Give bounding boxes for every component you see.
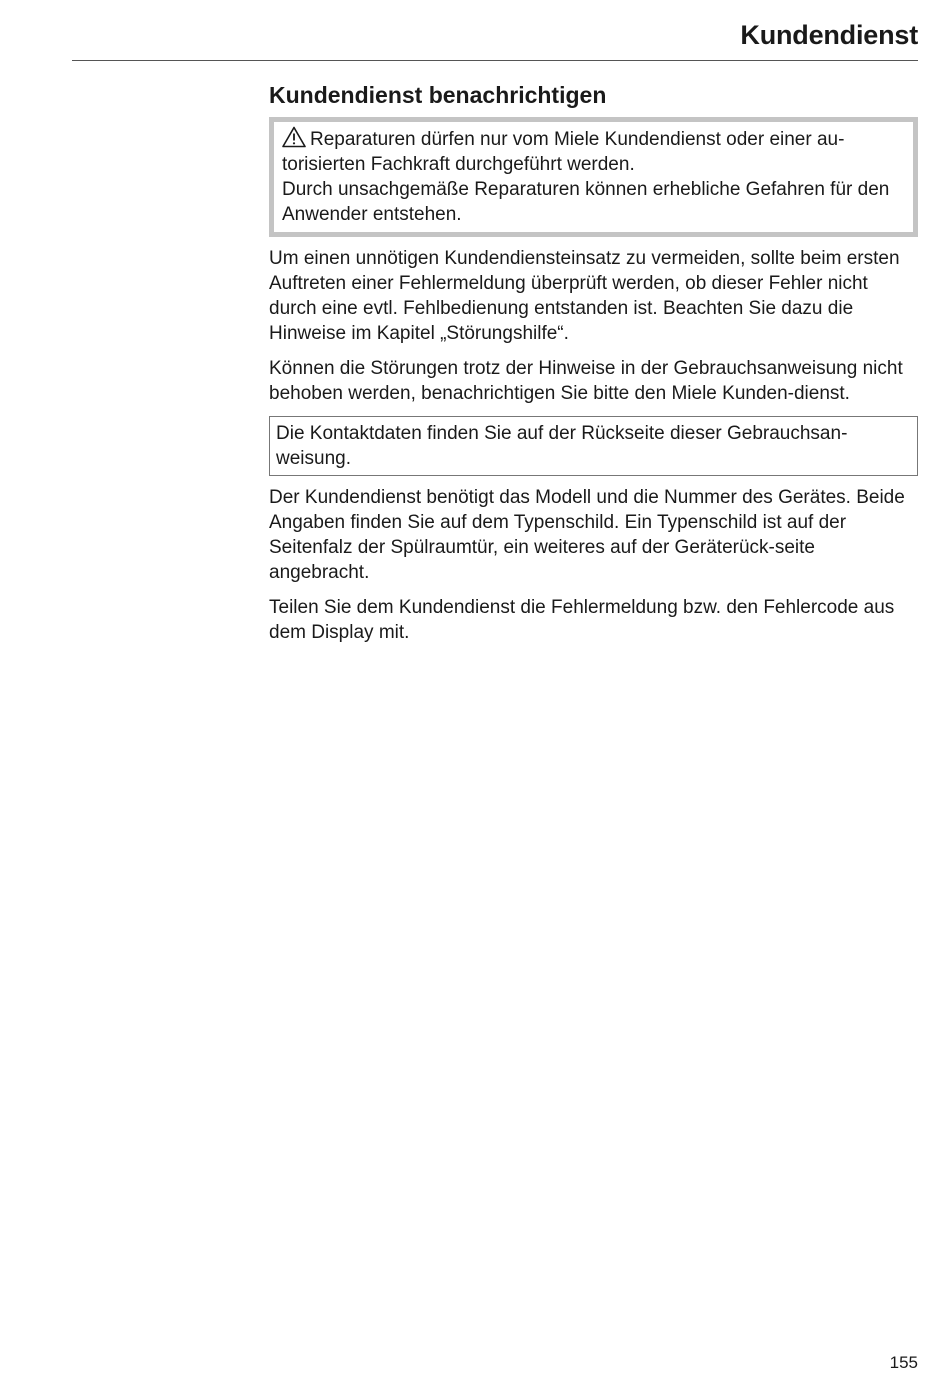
paragraph-2: Können die Störungen trotz der Hinweise in der Gebrauchsanweisung nicht behoben werden, benachrichtigen Sie bitte den Miele Kunden-dienst. bbox=[269, 358, 903, 404]
note-box bbox=[269, 416, 918, 476]
paragraph-3: Der Kundendienst benötigt das Modell und die Nummer des Gerätes. Beide Angaben finden Sie auf dem Typenschild. Ein Typenschild ist auf der Seitenfalz der Spülraumtür, ein weiteres auf der Geräterück-seite angebracht. bbox=[269, 487, 905, 583]
header-divider bbox=[72, 60, 918, 61]
section-title: Kundendienst benachrichtigen bbox=[269, 82, 607, 108]
warning-text-2: Durch unsachgemäße Reparaturen können erhebliche Gefahren für den Anwender entstehen. bbox=[282, 179, 890, 225]
warning-line-1 bbox=[282, 126, 901, 177]
paragraph-4: Teilen Sie dem Kundendienst die Fehlermeldung bzw. den Fehlercode aus dem Display mit. bbox=[269, 597, 895, 643]
warning-text-1: Reparaturen dürfen nur vom Miele Kundendienst oder einer au-torisierten Fachkraft durchgeführt werden. bbox=[282, 129, 845, 175]
warning-box bbox=[269, 117, 918, 237]
paragraph-1: Um einen unnötigen Kundendiensteinsatz zu vermeiden, sollte beim ersten Auftreten einer Fehlermeldung überprüft werden, ob dieser Fehler nicht durch eine evtl. Fehlbedienung entstanden ist. Beachten Sie dazu die Hinweise im Kapitel „Störungshilfe“. bbox=[269, 248, 900, 344]
page-number: 155 bbox=[889, 1353, 918, 1372]
note-text: Die Kontaktdaten finden Sie auf der Rückseite dieser Gebrauchsan-weisung. bbox=[276, 423, 848, 469]
warning-triangle-icon bbox=[282, 126, 306, 148]
main-content bbox=[269, 80, 918, 655]
running-header-title: Kundendienst bbox=[740, 20, 918, 50]
